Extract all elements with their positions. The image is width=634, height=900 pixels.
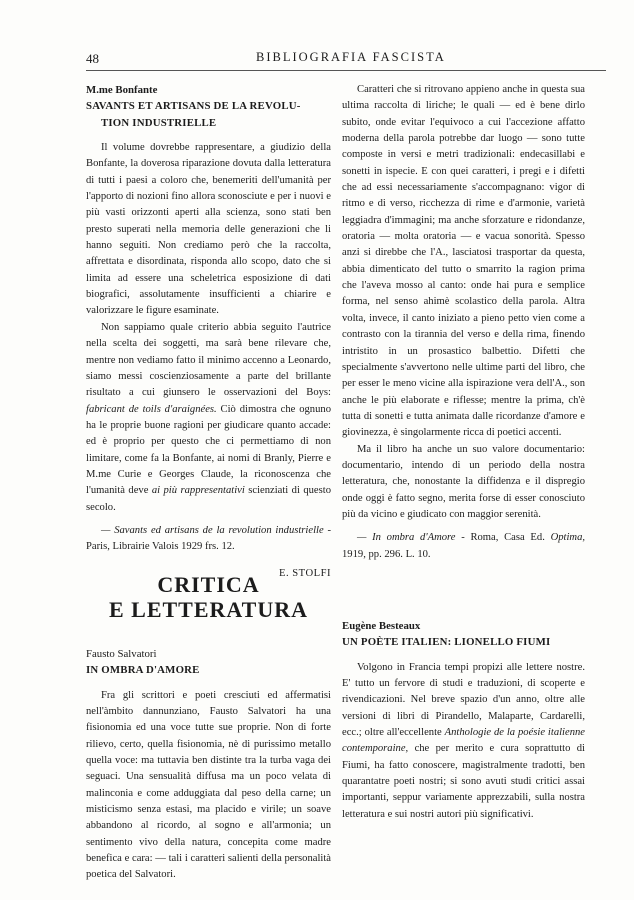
page-header bbox=[86, 46, 604, 66]
review-paragraph: Non sappiamo quale criterio abbia seguito l'autrice nella scelta dei soggetti, ma sarà bene rilevare che, mentre non vediamo fatto il minimo accenno a Leonardo, siamo messi coscienziosamente a parte del brillante risultato a cui giunsero le osservazioni del Boys: fabricant de toils d'araignées. Ciò dimostra che ognuno ha le proprie buone ragioni per giudicare quanto accade: ed è proprio per questo che ci permettiamo di non limitare, come fa la Bonfante, ai nomi di Branly, Pierre e M.me Curie e Georges Claude, la riconoscenza che l'umanità deve ai più rappresentativi scienziati di questo secolo. bbox=[86, 321, 331, 513]
review-salvatori bbox=[86, 646, 331, 884]
review-author: M.me Bonfante bbox=[86, 84, 158, 96]
review-paragraph: Caratteri che si ritrovano appieno anche in questa sua ultima raccolta di liriche; le quali — ed è bene dirlo subito, onde evitar l'equivoco a cui l'accezione affatto moderna della parola potrebbe dar luogo — sono tutte composte in versi e metri tradizionali: endecasillabi e sonetti in ispecie. E con quei caratteri, i pregi e i difetti che ad essi necessariamente s'accompagnano: vigor di ritmo e di verso, ricchezza di rime e d'armonie, varietà leggiadra d'immagini; ma anche sforzature e ridondanze, oratoria — molta oratoria — e vacua sonorità. Spesso anzi si direbbe che l'A., lasciatosi trasportar da questa, abbia dimenticato del tutto o smarrito la ragion prima che l'aveva mosso al canto: onde hai pura e semplice forma, nel senso ahimè scolastico della parola. Altra volta, invece, il canto iniziato a pieno petto vien come a contrasto con la tirannia del verso e della rima, finendo intristito in un prosastico balbettio. Difetti che specialmente s'avvertono nelle ultime parti del libro, che per esser le meno vicine alla ispirazione vera dell'A., son anche le più elaborate e riflesse; mentre la prima, ch'è tutta di sonetti e tutta animata dalle ricordanze d'amore e giovinezza, è singolarmente ricca di poetici accenti. bbox=[342, 84, 585, 439]
review-paragraph: Fra gli scrittori e poeti cresciuti ed affermatisi nell'àmbito dannunziano, Fausto Salvatori ha una fisionomia ed una voce tutte sue proprie. Non di forte rilievo, certo, quella fisionomia, nè di purissimo metallo quella voce: ma tuttavia ben distinte tra la turba vaga dei seguaci. Una sensualità diffusa ma un poco velata di malinconia e come adduggiata dal peso della carne; un misticismo senza estasi, ma placido e virile; un soave abbandono al ricordo, al sogno e all'armonia; un sentimento vivo della natura, concepita come madre benefica e cara: — tali i caratteri salienti della personalità poetica del Salvatori. bbox=[86, 689, 331, 881]
running-title: BIBLIOGRAFIA FASCISTA bbox=[256, 50, 446, 64]
section-heading-line-2: E LETTERATURA bbox=[108, 597, 309, 622]
review-author: Fausto Salvatori bbox=[86, 648, 157, 660]
review-citation: — Savants ed artisans de la revolution industrielle - Paris, Librairie Valois 1929 frs. 12. bbox=[86, 524, 331, 553]
section-heading bbox=[86, 572, 331, 622]
review-citation: — In ombra d'Amore - Roma, Casa Ed. Optima, 1919, pp. 296. L. 10. bbox=[342, 532, 586, 560]
review-title-line-2: TION INDUSTRIELLE bbox=[101, 116, 217, 129]
review-paragraph: Il volume dovrebbe rappresentare, a giudizio della Bonfante, la doverosa riparazione dovuta dalla letteratura di tutti i paesi a coloro che, benemeriti dell'umanità per l'apporto di nozioni fino allora sconosciute e per i nuovi e più vasti orizzonti aperti alla scienza, sono stati ben presto superati nella memoria delle generazioni che li hanno seguiti. Non crediamo però che la raccolta, affrettata e disordinata, risponda allo scopo, dato che si limita ad essere una scheletrica esposizione di dati biografici, assolutamente insufficienti a chiarire e valorizzare le figure esaminate. bbox=[86, 142, 331, 317]
review-besteaux bbox=[342, 618, 585, 823]
section-heading-line-1: CRITICA bbox=[157, 572, 260, 597]
review-title: UN POÈTE ITALIEN: LIONELLO FIUMI bbox=[342, 636, 551, 649]
review-paragraph: Ma il libro ha anche un suo valore documentario: documentario, intendo di un periodo della nostra letteratura, che, nonostante la diffidenza e il dispregio onde oggi è fatto segno, merita forse di esser conosciuto più da vicino e giudicato con maggior serenità. bbox=[342, 443, 585, 520]
review-title-line-1: SAVANTS ET ARTISANS DE LA REVOLU- bbox=[86, 100, 301, 113]
review-bonfante bbox=[86, 82, 331, 582]
review-title: IN OMBRA D'AMORE bbox=[86, 664, 200, 677]
review-salvatori-continued bbox=[342, 82, 585, 563]
review-author: Eugène Besteaux bbox=[342, 620, 421, 632]
review-paragraph: Volgono in Francia tempi propizi alle lettere nostre. E' tutto un fervore di studi e traduzioni, di scoperte e rivendicazioni. Nel breve spazio d'un anno, oltre alle versioni di libri di Pirandello, Malaparte, Cardarelli, ecc.; oltre all'eccellente Anthologie de la poésie italienne contemporaine, che per merito e cura soprattutto di Fiumi, ha fatto conoscere, magistralmente tradotti, ben quarantatre poeti nostri; si sono avuti studi critici assai importanti, seppur variamente apprezzabili, sulla nostra letteratura e sui nostri autori più significativi. bbox=[342, 661, 585, 820]
header-rule bbox=[86, 70, 606, 71]
page-number: 48 bbox=[86, 51, 99, 66]
review-signature: E. STOLFI bbox=[279, 567, 331, 579]
